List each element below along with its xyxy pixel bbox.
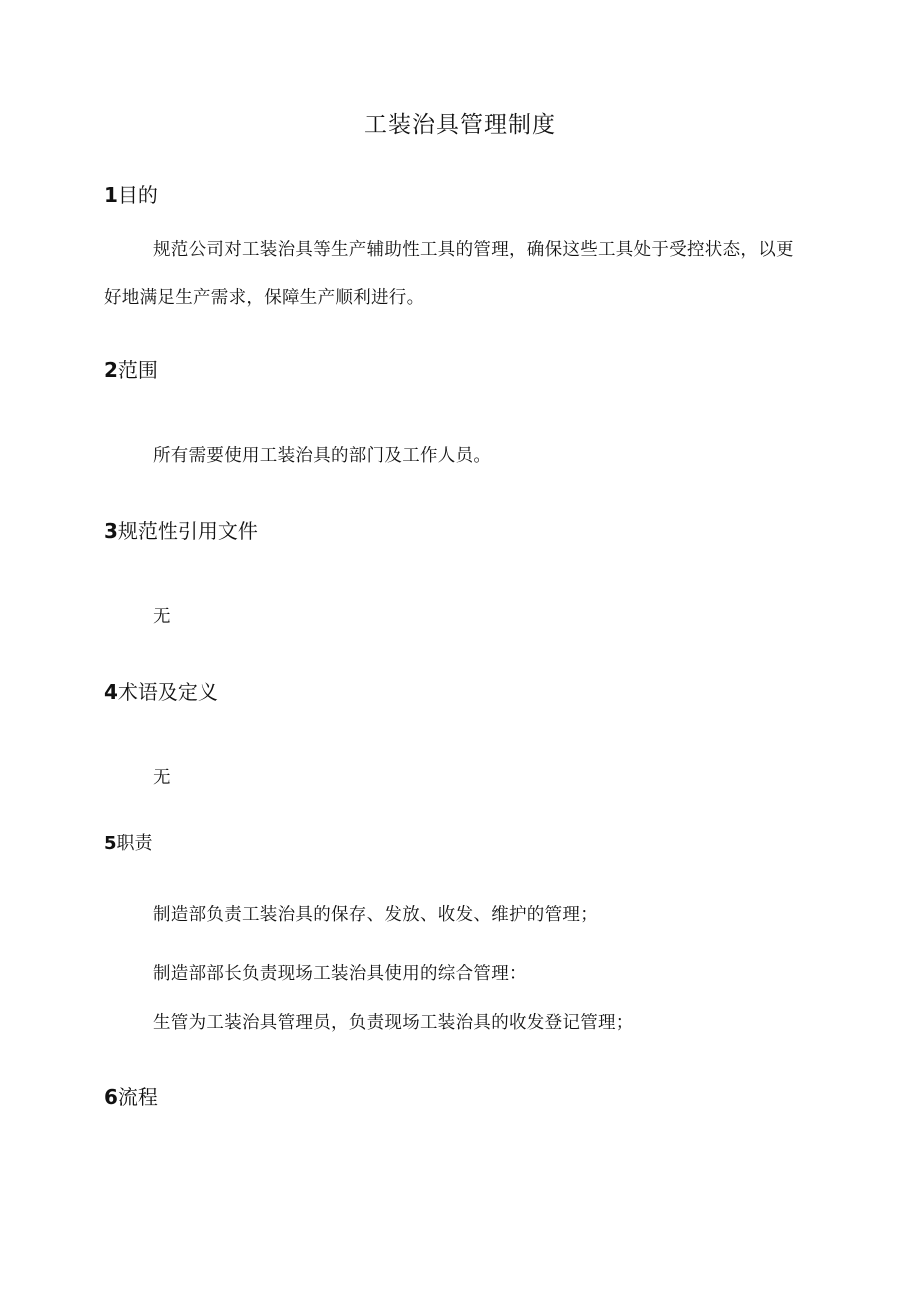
section-body-1: 规范公司对工装治具等生产辅助性工具的管理，确保这些工具处于受控状态，以更好地满足生产需求，保障生产顺利进行。 — [104, 240, 794, 308]
section-title: 范围 — [117, 358, 158, 382]
section-number: 6 — [104, 1085, 118, 1109]
section-heading-5 — [104, 829, 153, 859]
responsibility-line-1: 制造部负责工装治具的保存、发放、收发、维护的管理； — [153, 905, 598, 925]
section-title: 流程 — [117, 1085, 158, 1109]
section-number: 5 — [104, 833, 117, 854]
section-heading-3 — [104, 516, 258, 546]
responsibility-line-3: 生管为工装治具管理员，负责现场工装治具的收发登记管理； — [153, 1013, 634, 1033]
section-title: 规范性引用文件 — [117, 519, 258, 543]
section-heading-2 — [104, 355, 158, 385]
section-heading-4 — [104, 677, 218, 707]
section-body-3: 无 — [153, 607, 171, 627]
section-title: 目的 — [117, 183, 158, 207]
section-heading-6 — [104, 1082, 158, 1112]
section-title: 职责 — [116, 833, 153, 854]
section-number: 2 — [104, 358, 118, 382]
responsibility-line-2: 制造部部长负责现场工装治具使用的综合管理： — [153, 964, 527, 984]
section-body-4: 无 — [153, 768, 171, 788]
document-title: 工装治具管理制度 — [364, 112, 556, 138]
section-title: 术语及定义 — [117, 680, 218, 704]
section-number: 3 — [104, 519, 118, 543]
section-number: 4 — [104, 680, 118, 704]
section-body-2: 所有需要使用工装治具的部门及工作人员。 — [153, 446, 492, 466]
section-number: 1 — [104, 183, 118, 207]
section-heading-1 — [104, 180, 158, 210]
